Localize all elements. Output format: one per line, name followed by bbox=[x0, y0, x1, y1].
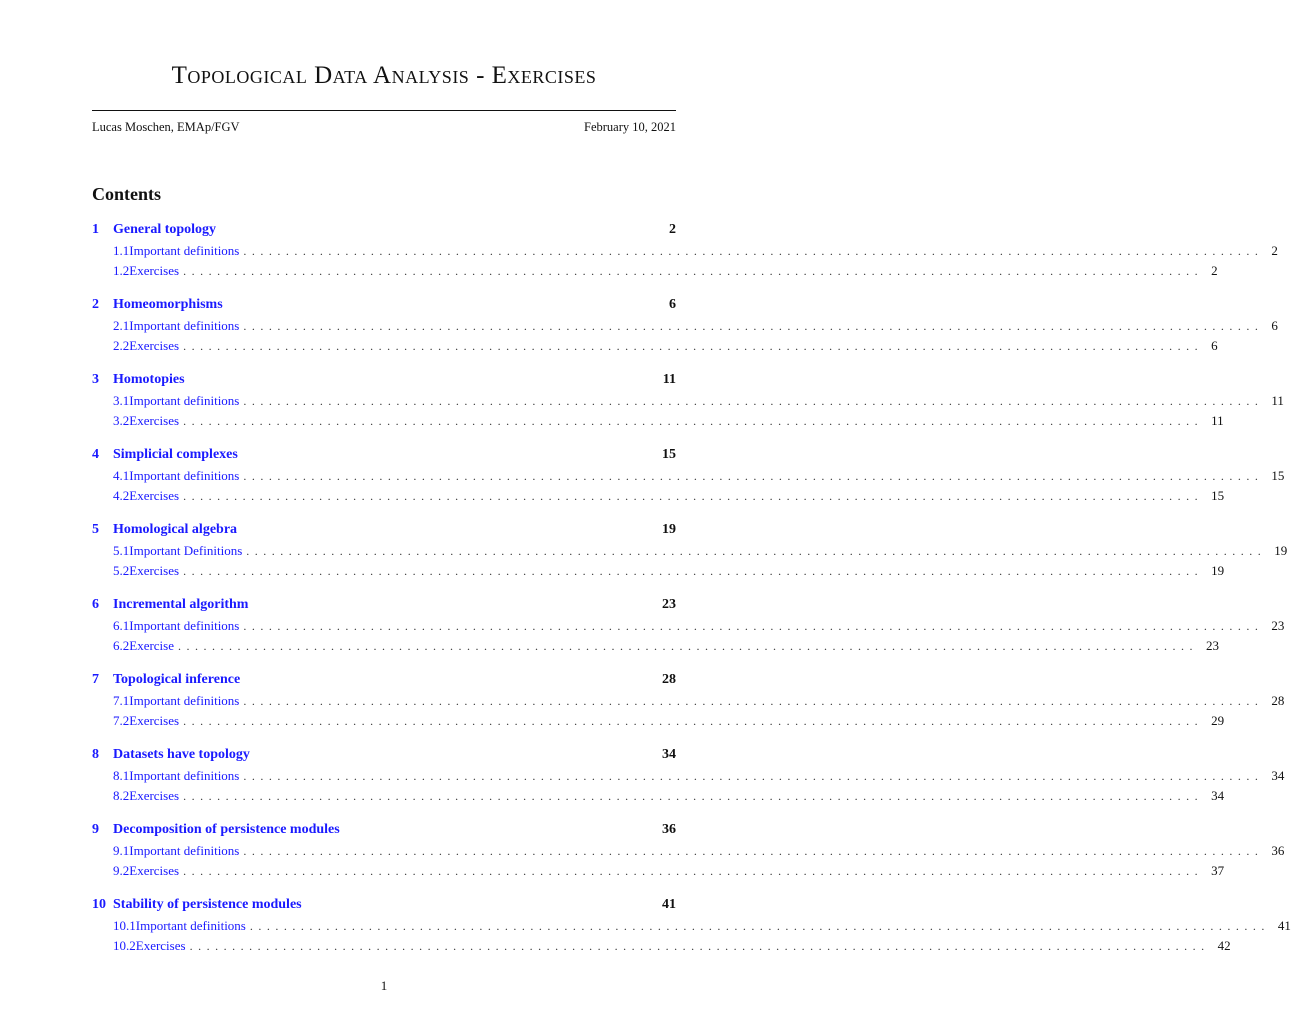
leader-dots: ........................................................................................................................ bbox=[243, 618, 1264, 633]
subsection-page: 19 bbox=[1211, 563, 1225, 578]
subsection-title: Important definitions bbox=[129, 468, 240, 483]
subsection-title: Important definitions bbox=[129, 318, 240, 333]
toc-subsection-link[interactable] bbox=[92, 766, 1285, 786]
toc-subsection-link[interactable] bbox=[92, 691, 1285, 711]
section-number: 1 bbox=[92, 222, 99, 237]
toc-subsection-link[interactable] bbox=[92, 261, 1218, 281]
subsection-number: 10.1 bbox=[113, 918, 136, 933]
section-page: 34 bbox=[662, 747, 676, 762]
toc-section bbox=[92, 594, 1285, 656]
author: Lucas Moschen, EMAp/FGV bbox=[92, 120, 240, 134]
leader-dots: ........................................................................................................................ bbox=[243, 243, 1264, 258]
toc-section-link[interactable] bbox=[92, 819, 676, 841]
subsection-number: 1.1 bbox=[113, 243, 130, 258]
leader-dots: ........................................................................................................................ bbox=[183, 413, 1204, 428]
title-rule bbox=[92, 110, 676, 111]
section-page: 2 bbox=[669, 222, 676, 237]
toc-subsection-link[interactable] bbox=[92, 936, 1231, 956]
section-page: 36 bbox=[662, 822, 676, 837]
subsection-page: 28 bbox=[1271, 693, 1285, 708]
subsection-title: Important definitions bbox=[129, 243, 240, 258]
subsection-page: 19 bbox=[1274, 543, 1288, 558]
leader-dots: ........................................................................................................................ bbox=[178, 638, 1199, 653]
table-of-contents bbox=[92, 219, 1291, 969]
subsection-number: 10.2 bbox=[113, 938, 136, 953]
leader-dots: ........................................................................................................................ bbox=[183, 863, 1204, 878]
section-number: 10 bbox=[92, 897, 106, 912]
toc-section-link[interactable] bbox=[92, 594, 676, 616]
subsection-number: 5.2 bbox=[113, 563, 130, 578]
subsection-page: 2 bbox=[1271, 243, 1278, 258]
contents-heading: Contents bbox=[92, 184, 162, 204]
toc-section bbox=[92, 219, 1278, 281]
subsection-number: 5.1 bbox=[113, 543, 130, 558]
subsection-title: Important definitions bbox=[129, 843, 240, 858]
leader-dots: ........................................................................................................................ bbox=[183, 338, 1204, 353]
subsection-page: 42 bbox=[1217, 938, 1231, 953]
subsection-title: Important definitions bbox=[129, 693, 240, 708]
subsection-number: 4.2 bbox=[113, 488, 130, 503]
toc-section bbox=[92, 669, 1285, 731]
leader-dots: ........................................................................................................................ bbox=[183, 563, 1204, 578]
subsection-page: 34 bbox=[1271, 768, 1285, 783]
section-number: 2 bbox=[92, 297, 99, 312]
subsection-page: 15 bbox=[1271, 468, 1285, 483]
section-title: Topological inference bbox=[113, 672, 241, 687]
toc-subsection-link[interactable] bbox=[92, 786, 1225, 806]
toc-subsection-link[interactable] bbox=[92, 861, 1225, 881]
subsection-title: Exercises bbox=[129, 413, 180, 428]
toc-section-link[interactable] bbox=[92, 669, 676, 691]
subsection-title: Exercises bbox=[129, 488, 180, 503]
subsection-number: 3.1 bbox=[113, 393, 130, 408]
subsection-page: 29 bbox=[1211, 713, 1225, 728]
toc-subsection-link[interactable] bbox=[92, 486, 1225, 506]
leader-dots: ........................................................................................................................ bbox=[183, 263, 1204, 278]
subsection-page: 41 bbox=[1277, 918, 1291, 933]
toc-section-link[interactable] bbox=[92, 444, 676, 466]
subsection-title: Exercises bbox=[129, 788, 180, 803]
section-title: General topology bbox=[113, 222, 217, 237]
section-title: Stability of persistence modules bbox=[113, 897, 302, 912]
subsection-number: 4.1 bbox=[113, 468, 130, 483]
subsection-page: 36 bbox=[1271, 843, 1285, 858]
page-number: 1 bbox=[380, 978, 388, 993]
toc-subsection-link[interactable] bbox=[92, 711, 1225, 731]
subsection-number: 6.2 bbox=[113, 638, 130, 653]
toc-section-link[interactable] bbox=[92, 369, 676, 391]
subsection-title: Important definitions bbox=[129, 393, 240, 408]
section-number: 7 bbox=[92, 672, 99, 687]
toc-section-link[interactable] bbox=[92, 519, 676, 541]
subsection-page: 6 bbox=[1271, 318, 1278, 333]
subsection-page: 2 bbox=[1211, 263, 1218, 278]
leader-dots: ........................................................................................................................ bbox=[243, 843, 1264, 858]
subsection-number: 8.2 bbox=[113, 788, 130, 803]
section-number: 5 bbox=[92, 522, 99, 537]
leader-dots: ........................................................................................................................ bbox=[246, 543, 1267, 558]
subsection-number: 2.2 bbox=[113, 338, 130, 353]
section-number: 3 bbox=[92, 372, 99, 387]
section-page: 41 bbox=[662, 897, 676, 912]
section-title: Homeomorphisms bbox=[113, 297, 223, 312]
toc-section bbox=[92, 519, 1288, 581]
leader-dots: ........................................................................................................................ bbox=[183, 488, 1204, 503]
subsection-page: 23 bbox=[1271, 618, 1285, 633]
toc-section-link[interactable] bbox=[92, 294, 676, 316]
section-page: 23 bbox=[662, 597, 676, 612]
toc-section-link[interactable] bbox=[92, 744, 676, 766]
subsection-page: 34 bbox=[1211, 788, 1225, 803]
toc-subsection-link[interactable] bbox=[92, 636, 1220, 656]
section-title: Incremental algorithm bbox=[113, 597, 249, 612]
subsection-number: 6.1 bbox=[113, 618, 130, 633]
subsection-title: Exercises bbox=[129, 563, 180, 578]
leader-dots: ........................................................................................................................ bbox=[243, 693, 1264, 708]
toc-subsection-link[interactable] bbox=[92, 916, 1291, 936]
subsection-page: 15 bbox=[1211, 488, 1225, 503]
subsection-title: Exercises bbox=[129, 863, 180, 878]
subsection-title: Exercises bbox=[129, 263, 180, 278]
section-page: 28 bbox=[662, 672, 676, 687]
subsection-page: 11 bbox=[1271, 393, 1284, 408]
toc-section bbox=[92, 444, 1285, 506]
section-page: 19 bbox=[662, 522, 676, 537]
toc-subsection-link[interactable] bbox=[92, 391, 1284, 411]
section-title: Datasets have topology bbox=[113, 747, 250, 762]
leader-dots: ........................................................................................................................ bbox=[243, 768, 1264, 783]
section-title: Decomposition of persistence modules bbox=[113, 822, 340, 837]
subsection-title: Exercise bbox=[129, 638, 175, 653]
toc-section bbox=[92, 744, 1285, 806]
toc-subsection-link[interactable] bbox=[92, 241, 1278, 261]
toc-subsection-link[interactable] bbox=[92, 541, 1288, 561]
toc-section-link[interactable] bbox=[92, 894, 676, 916]
toc-subsection-link[interactable] bbox=[92, 336, 1218, 356]
section-number: 9 bbox=[92, 822, 99, 837]
subsection-page: 37 bbox=[1211, 863, 1225, 878]
subsection-number: 2.1 bbox=[113, 318, 130, 333]
subsection-title: Exercises bbox=[129, 338, 180, 353]
subsection-number: 7.1 bbox=[113, 693, 130, 708]
toc-section bbox=[92, 894, 1291, 956]
leader-dots: ........................................................................................................................ bbox=[183, 713, 1204, 728]
toc-subsection-link[interactable] bbox=[92, 841, 1285, 861]
section-number: 8 bbox=[92, 747, 99, 762]
toc-subsection-link[interactable] bbox=[92, 316, 1278, 336]
leader-dots: ........................................................................................................................ bbox=[243, 393, 1264, 408]
toc-section-link[interactable] bbox=[92, 219, 676, 241]
subsection-page: 11 bbox=[1211, 413, 1224, 428]
section-title: Homotopies bbox=[113, 372, 185, 387]
subsection-title: Important definitions bbox=[129, 618, 240, 633]
leader-dots: ........................................................................................................................ bbox=[249, 918, 1270, 933]
section-title: Simplicial complexes bbox=[113, 447, 238, 462]
subsection-title: Exercises bbox=[135, 938, 186, 953]
section-page: 15 bbox=[662, 447, 676, 462]
section-number: 6 bbox=[92, 597, 99, 612]
subsection-title: Exercises bbox=[129, 713, 180, 728]
section-page: 6 bbox=[669, 297, 676, 312]
subsection-title: Important definitions bbox=[129, 768, 240, 783]
section-title: Homological algebra bbox=[113, 522, 238, 537]
subsection-number: 9.1 bbox=[113, 843, 130, 858]
subsection-title: Important Definitions bbox=[129, 543, 243, 558]
subsection-title: Important definitions bbox=[135, 918, 246, 933]
toc-subsection-link[interactable] bbox=[92, 561, 1225, 581]
section-page: 11 bbox=[662, 372, 676, 387]
subsection-number: 8.1 bbox=[113, 768, 130, 783]
leader-dots: ........................................................................................................................ bbox=[189, 938, 1210, 953]
subsection-number: 1.2 bbox=[113, 263, 130, 278]
leader-dots: ........................................................................................................................ bbox=[243, 468, 1264, 483]
subsection-page: 23 bbox=[1206, 638, 1220, 653]
leader-dots: ........................................................................................................................ bbox=[243, 318, 1264, 333]
section-number: 4 bbox=[92, 447, 99, 462]
toc-section bbox=[92, 294, 1278, 356]
subsection-number: 7.2 bbox=[113, 713, 130, 728]
toc-subsection-link[interactable] bbox=[92, 616, 1285, 636]
subsection-number: 3.2 bbox=[113, 413, 130, 428]
toc-section bbox=[92, 369, 1284, 431]
leader-dots: ........................................................................................................................ bbox=[183, 788, 1204, 803]
toc-section bbox=[92, 819, 1285, 881]
document-title: Topological Data Analysis - Exercises bbox=[171, 62, 597, 89]
subsection-page: 6 bbox=[1211, 338, 1218, 353]
toc-subsection-link[interactable] bbox=[92, 466, 1285, 486]
subsection-number: 9.2 bbox=[113, 863, 130, 878]
toc-subsection-link[interactable] bbox=[92, 411, 1224, 431]
date: February 10, 2021 bbox=[584, 120, 676, 134]
